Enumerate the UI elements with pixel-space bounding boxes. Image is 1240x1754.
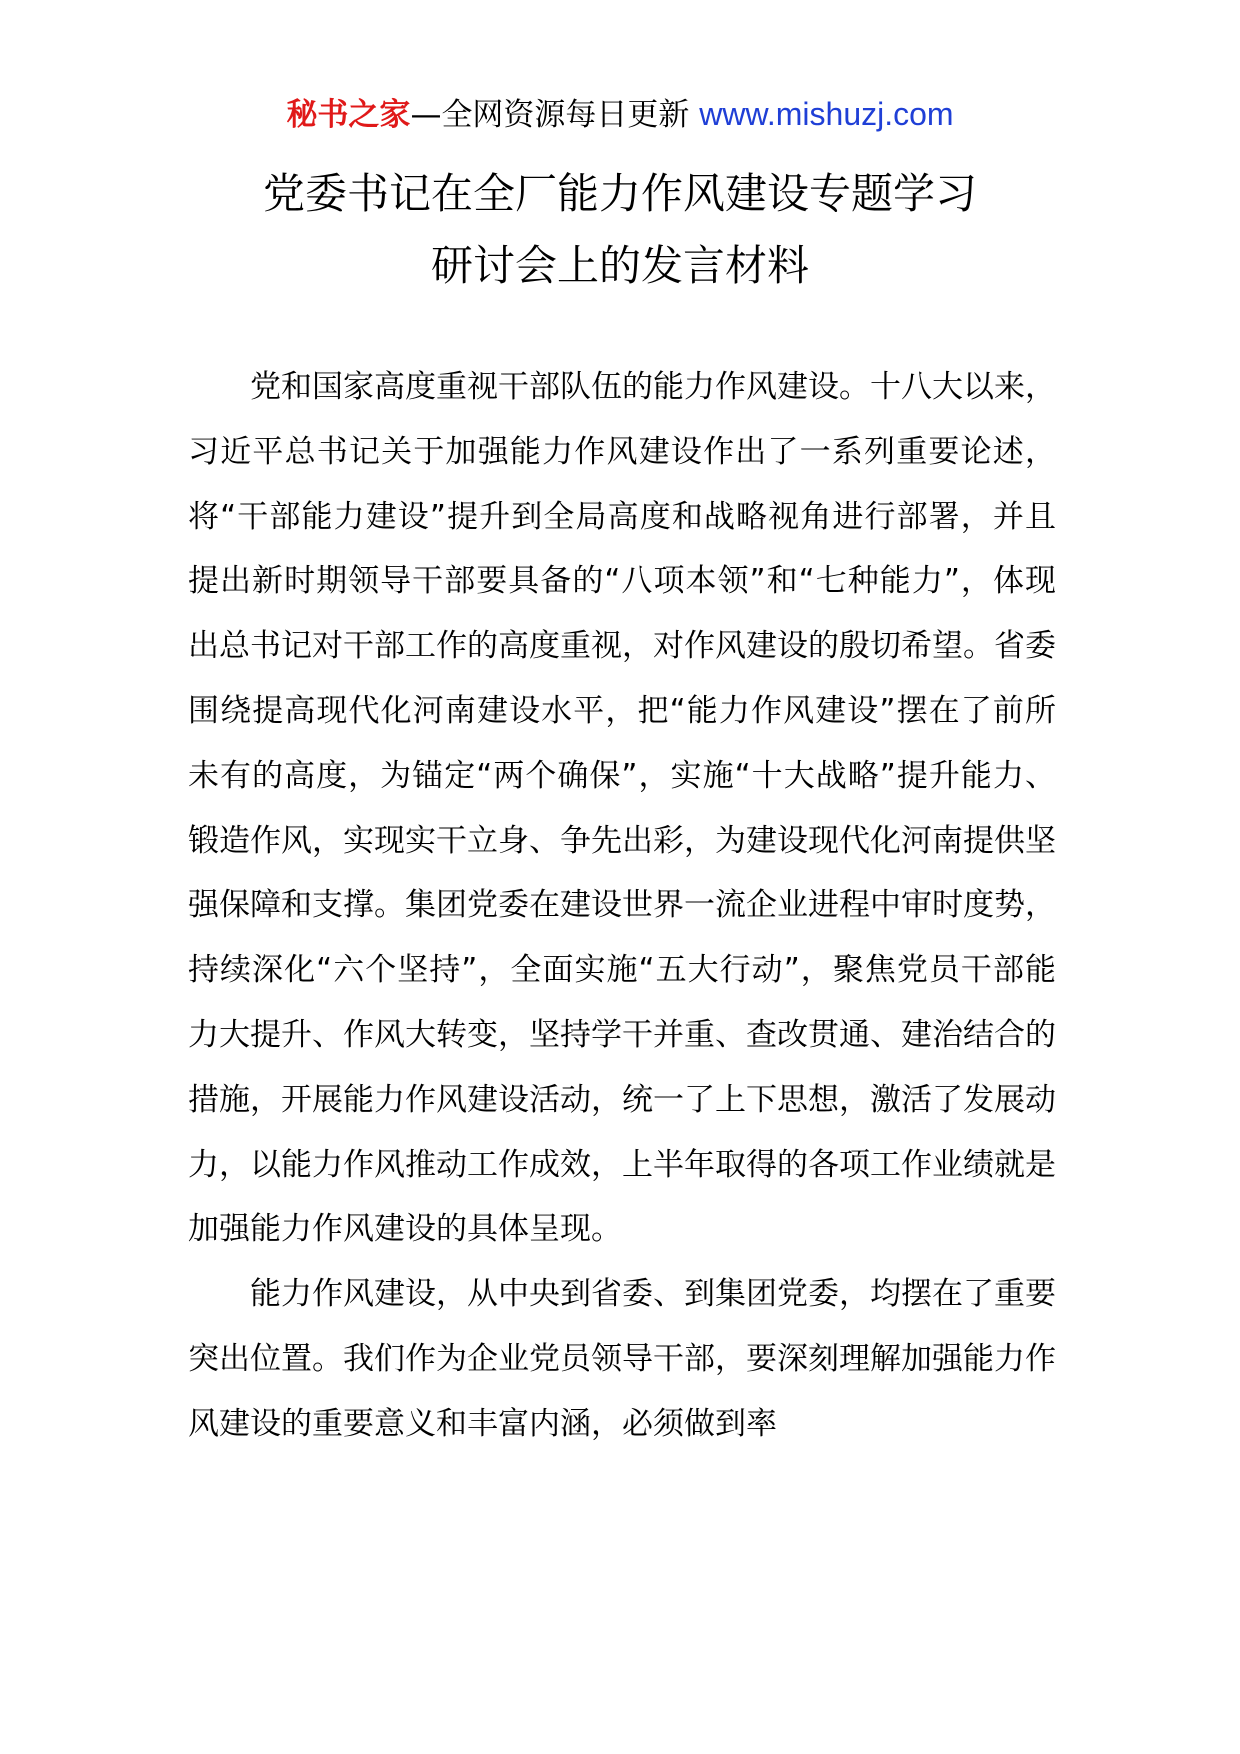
site-header (0, 94, 1240, 135)
body-paragraph-2: 能力作风建设，从中央到省委、到集团党委，均摆在了重要突出位置。我们作为企业党员领导干部，要深刻理解加强能力作风建设的重要意义和丰富内涵，必须做到率 (188, 1276, 1056, 1442)
body-paragraph-1: 党和国家高度重视干部队伍的能力作风建设。十八大以来，习近平总书记关于加强能力作风建设作出了一系列重要论述，将“干部能力建设”提升到全局高度和战略视角进行部署，并且提出新时期领导干部要具备的“八项本领”和“七种能力”，体现出总书记对干部工作的高度重视，对作风建设的殷切希望。省委围绕提高现代化河南建设水平，把“能力作风建设”摆在了前所未有的高度，为锚定“两个确保”，实施“十大战略”提升能力、锻造作风，实现实干立身、争先出彩，为建设现代化河南提供坚强保障和支撑。集团党委在建设世界一流企业进程中审时度势，持续深化“六个坚持”，全面实施“五大行动”，聚焦党员干部能力大提升、作风大转变，坚持学干并重、查改贯通、建治结合的措施，开展能力作风建设活动，统一了上下思想，激活了发展动力，以能力作风推动工作成效，上半年取得的各项工作业绩就是加强能力作风建设的具体呈现。 (188, 369, 1056, 1248)
document-title (0, 158, 1240, 302)
site-url-link[interactable]: www.mishuzj.com (699, 96, 954, 132)
document-body (188, 355, 1056, 1457)
title-line-1: 党委书记在全厂能力作风建设专题学习 (262, 169, 977, 218)
title-line-2: 研讨会上的发言材料 (430, 241, 809, 290)
site-tagline: —全网资源每日更新 (410, 97, 700, 133)
site-brand: 秘书之家 (286, 97, 411, 133)
